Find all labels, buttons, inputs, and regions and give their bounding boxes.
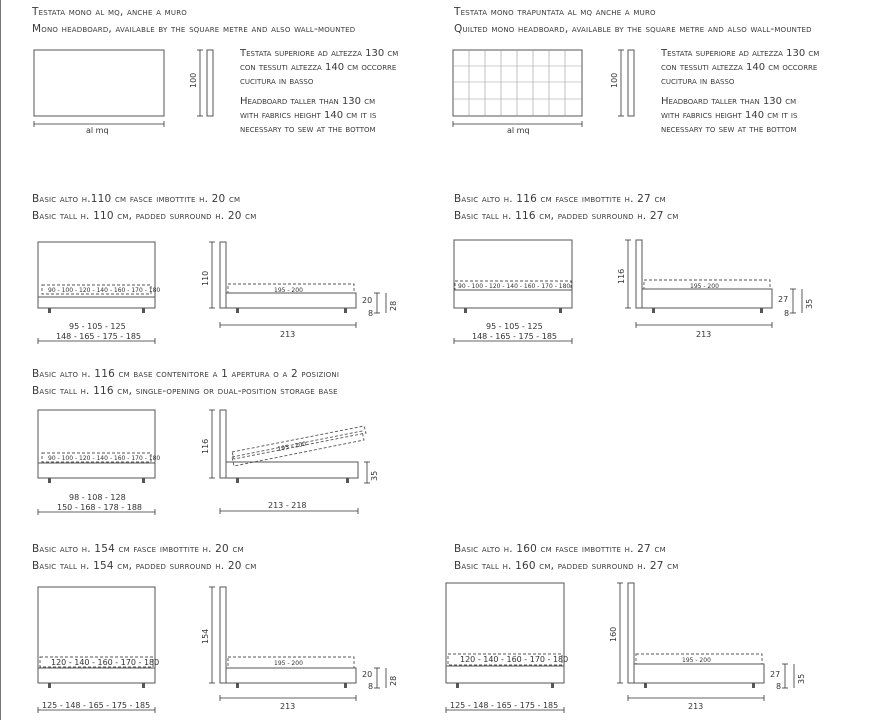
basic160-length: 213 (688, 702, 704, 711)
basic116-foot-h: 8 (784, 309, 790, 318)
basic110-title-en: Basic tall h. 110 cm, padded surround h. 20 cm (32, 210, 257, 222)
basic110-total-h: 28 (389, 300, 398, 311)
storage-mattress: 195 - 200 (277, 440, 307, 453)
basic116-total-h: 35 (805, 298, 814, 309)
mono-title-en: Mono headboard, available by the square metre and also wall-mounted (32, 23, 356, 35)
basic116-title-it: Basic alto h. 116 cm fasce imbottite h. 27 cm (454, 193, 666, 205)
basic154-frame-h: 20 (362, 670, 373, 679)
basic154-height: 154 (201, 628, 210, 644)
basic160-total-h: 35 (797, 673, 806, 684)
quilted-headboard-side (628, 50, 634, 116)
basic154-foot-h: 8 (368, 682, 374, 691)
storage-side-drawing (201, 410, 379, 514)
basic160-title-it: Basic alto h. 160 cm fasce imbottite h. 27 cm (454, 543, 666, 555)
storage-width-top: 98 - 108 - 128 (69, 493, 126, 502)
mono-note-en: Headboard taller than 130 cm with fabrics height 140 cm it is necessary to sew at the bottom (240, 96, 377, 135)
mono-note-it: Testata superiore ad altezza 130 cm con tessuti altezza 140 cm occorre cucitura in basso (240, 48, 399, 87)
basic160-side-drawing (609, 583, 806, 711)
storage-width-bottom: 150 - 168 - 178 - 188 (57, 503, 142, 512)
basic160-title-en: Basic tall h. 160 cm, padded surround h. 27 cm (454, 560, 679, 572)
basic116-side-drawing (617, 240, 814, 339)
mono-headboard-front (34, 50, 164, 116)
quilted-note-it: Testata superiore ad altezza 130 cm con tessuti altezza 140 cm occorre cucitura in basso (661, 48, 820, 87)
basic154-front-drawing (38, 587, 159, 713)
basic116-length: 213 (696, 330, 712, 339)
basic154-title-en: Basic tall h. 154 cm, padded surround h. 20 cm (32, 560, 257, 572)
mono-width-label: al mq (86, 126, 109, 135)
basic160-frame-h: 27 (770, 670, 781, 679)
storage-total-h: 35 (370, 470, 379, 481)
storage-front-drawing (38, 410, 160, 515)
basic160-height: 160 (609, 626, 618, 642)
basic110-width-bottom: 148 - 165 - 175 - 185 (56, 332, 141, 341)
basic116-width-bottom: 148 - 165 - 175 - 185 (472, 332, 557, 341)
basic154-total-h: 28 (389, 675, 398, 686)
basic110-title-it: Basic alto h.110 cm fasce imbottite h. 20 cm (32, 193, 241, 205)
basic116-sizes: 90 - 100 - 120 - 140 - 160 - 170 - 180 (458, 283, 571, 290)
mono-headboard-side (207, 50, 213, 116)
quilted-title-en: Quilted mono headboard, available by the square metre and also wall-mounted (454, 23, 812, 35)
mono-title-it: Testata mono al mq, anche a muro (32, 6, 187, 18)
basic110-front-drawing (38, 242, 160, 344)
basic154-title-it: Basic alto h. 154 cm fasce imbottite h. 20 cm (32, 543, 244, 555)
basic160-front-drawing (446, 583, 568, 713)
basic160-width-bottom: 125 - 148 - 165 - 175 - 185 (450, 701, 559, 710)
basic116-width-top: 95 - 105 - 125 (486, 322, 543, 331)
mono-headboard-drawing (34, 50, 213, 135)
basic116-front-drawing (454, 240, 572, 344)
basic116-title-en: Basic tall h. 116 cm, padded surround h. 27 cm (454, 210, 679, 222)
storage-title-it: Basic alto h. 116 cm base contenitore a 1 apertura o a 2 posizioni (32, 368, 340, 380)
storage-length: 213 - 218 (268, 501, 307, 510)
quilted-headboard-front (453, 50, 582, 116)
quilted-width-label: al mq (507, 126, 530, 135)
basic116-mattress: 195 - 200 (690, 283, 719, 290)
basic110-frame-h: 20 (362, 296, 373, 305)
quilted-height-label: 100 (610, 72, 619, 88)
quilted-title-it: Testata mono trapuntata al mq anche a muro (454, 6, 656, 18)
basic110-side-drawing (201, 242, 398, 339)
storage-height: 116 (201, 438, 210, 454)
basic154-sizes: 120 - 140 - 160 - 170 - 180 (51, 658, 160, 667)
basic110-sizes: 90 - 100 - 120 - 140 - 160 - 170 - 180 (48, 287, 161, 294)
basic160-sizes: 120 - 140 - 160 - 170 - 180 (460, 655, 569, 664)
mono-height-label: 100 (189, 72, 198, 88)
basic154-width-bottom: 125 - 148 - 165 - 175 - 185 (42, 701, 151, 710)
basic110-mattress: 195 - 200 (274, 287, 303, 294)
storage-sizes: 90 - 100 - 120 - 140 - 160 - 170 - 180 (48, 455, 161, 462)
basic110-width-top: 95 - 105 - 125 (69, 322, 126, 331)
basic154-side-drawing (201, 587, 398, 711)
basic116-frame-h: 27 (778, 295, 789, 304)
basic110-foot-h: 8 (368, 309, 374, 318)
quilt-grid (453, 50, 582, 116)
basic110-length: 213 (280, 330, 296, 339)
basic116-height: 116 (617, 268, 626, 284)
storage-title-en: Basic tall h. 116 cm, single-opening or dual-position storage base (32, 385, 338, 397)
quilted-headboard-drawing (453, 50, 634, 135)
basic154-mattress: 195 - 200 (274, 660, 303, 667)
basic160-mattress: 195 - 200 (682, 657, 711, 664)
basic110-height: 110 (201, 270, 210, 286)
basic160-foot-h: 8 (776, 682, 782, 691)
basic154-length: 213 (280, 702, 296, 711)
quilted-note-en: Headboard taller than 130 cm with fabrics height 140 cm it is necessary to sew at the bottom (661, 96, 798, 135)
